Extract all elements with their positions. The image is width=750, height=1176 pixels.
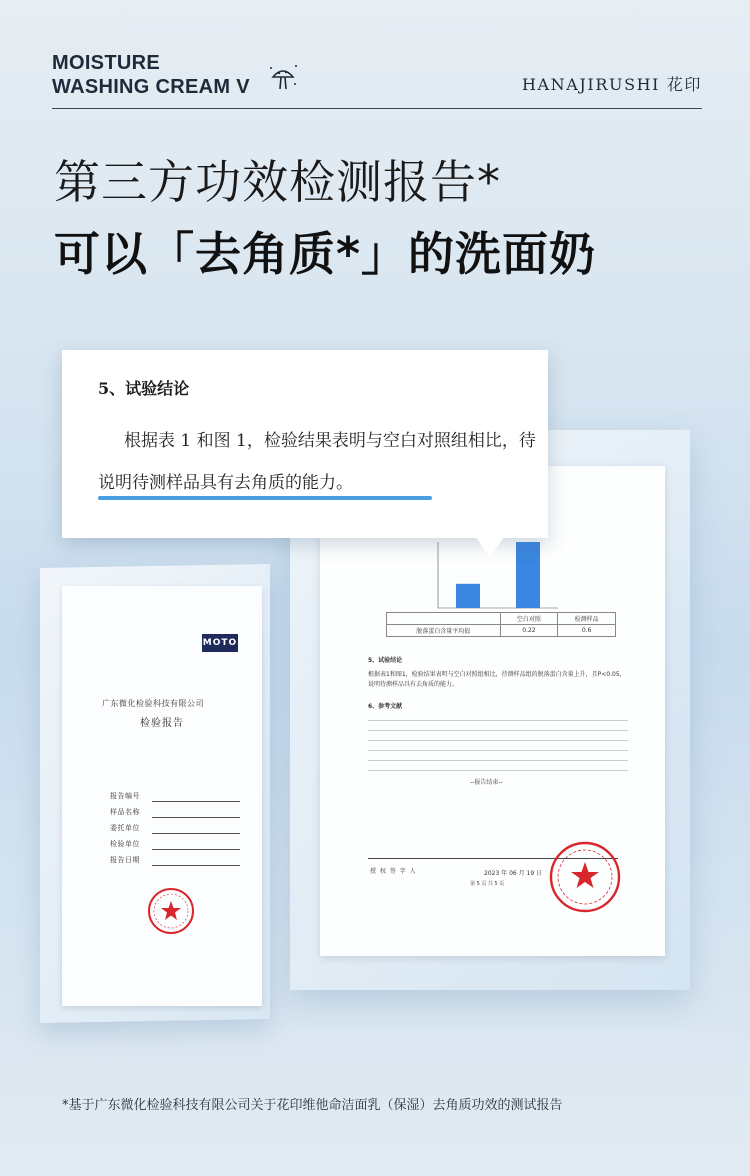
red-seal-stamp-icon [146, 886, 196, 936]
report-result-table [386, 612, 616, 637]
signer-label: 授 权 签 字 人 [370, 868, 417, 875]
report-logo: MOTO [202, 634, 238, 652]
header-divider [52, 108, 702, 109]
cover-field: 样品名称 [110, 804, 240, 820]
brand-name-line2: WASHING CREAM V [52, 76, 250, 98]
callout-highlight-underline [98, 496, 432, 500]
callout-pointer [474, 534, 506, 558]
report-section5-title: 5、试验结论 [368, 657, 403, 664]
red-seal-stamp-icon [546, 838, 624, 916]
report-cover-title: 检验报告 [140, 718, 184, 729]
conclusion-callout [62, 350, 548, 538]
table-row: 脱落蛋白含量平均值 0.22 0.6 [387, 625, 616, 637]
chart-bar [516, 542, 540, 608]
callout-body-line2: 说明待测样品具有去角质的能力。 [98, 473, 353, 493]
report-date: 2023 年 06 月 19 日 [484, 870, 543, 877]
callout-heading: 5、试验结论 [98, 379, 190, 398]
report-references [368, 714, 628, 774]
cover-field: 委托单位 [110, 820, 240, 836]
chart-bar [456, 584, 480, 608]
report-section5-text: 根据表1和图1，检验结果表明与空白对照组相比，待测样品组的脱落蛋白含量上升，且P<0.05，说明待测样品具有去角质的能力。 [368, 671, 626, 688]
report-end-mark: --报告结束-- [470, 779, 503, 786]
company-name: HANAJIRUSHI 花印 [521, 75, 702, 94]
report-cover-company: 广东微化检验科技有限公司 [102, 699, 204, 708]
page-number: 第 5 页 共 5 页 [470, 881, 505, 887]
cover-field: 报告编号 [110, 788, 240, 804]
headline-primary: 第三方功效检测报告* [54, 155, 501, 209]
headline-secondary: 可以「去角质*」的洗面奶 [54, 227, 597, 281]
table-row: 空白对照 检测样品 [387, 613, 616, 625]
brand-name-line1: MOISTURE [52, 52, 160, 74]
report-cover-fields [110, 788, 240, 868]
footnote: *基于广东微化检验科技有限公司关于花印维他命洁面乳（保湿）去角质功效的测试报告 [62, 1098, 563, 1113]
mushroom-sparkle-icon [266, 60, 300, 94]
cover-field: 报告日期 [110, 852, 240, 868]
callout-body-line1: 根据表 1 和图 1，检验结果表明与空白对照组相比，待 [124, 431, 536, 451]
report-cover [62, 586, 262, 1006]
report-section6-title: 6、参考文献 [368, 703, 403, 710]
cover-field: 检验单位 [110, 836, 240, 852]
